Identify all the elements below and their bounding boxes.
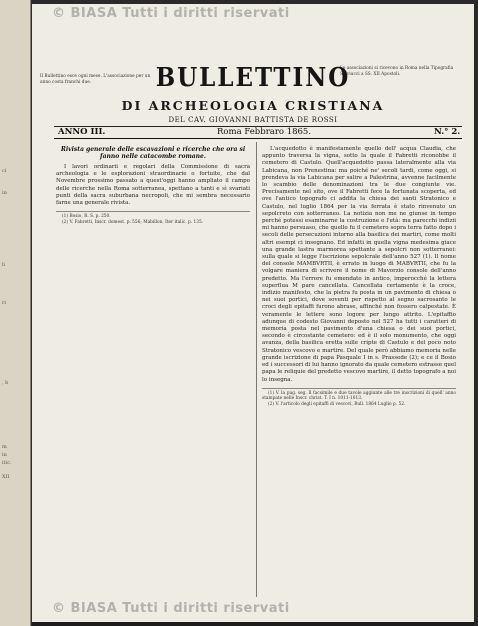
issue-number: N.° 2. [434, 127, 461, 137]
editor-line: DEL CAV. GIOVANNI BATTISTA DE ROSSI [168, 116, 338, 124]
footnotes-right [262, 388, 456, 408]
office-note: Le associazioni si ricevono in Roma nella Tipografia Salviucci a SS. XII Apostoli. [340, 66, 454, 77]
strip-fragment: ri [2, 300, 6, 306]
watermark-bottom: © BIASA Tutti i diritti riservati [52, 601, 290, 616]
issue-date: Roma Febbraro 1865. [217, 127, 312, 137]
footnote: (1) Bosio, R. S. p. 250. [62, 214, 111, 220]
issue-year: ANNO III. [58, 127, 106, 137]
subscription-note: Il Bullettino esce ogni mese. L'associazione per un anno costa franchi due. [40, 74, 151, 85]
paragraph: L'acquedotto è manifestamente quello dell' acqua Claudia, che appunto traversa la vigna, sotto la quale il Fabretti riconobbe il cemetero di Castulo. Quell'acquedotto passa lateralmente alla via Labicana, non Prenestina: ma poiché ne' secoli tardi, come oggi, si prendeva la via Labicana per salire a Palestrina, avvenne facilmente lo scambio delle denominazioni tra le due congiunte vie. Precisamente nel sito, ove il Fabretti fece la fortunata scoperta, ed ove l'antico topografo ci addita la chiesa dei santi Stratonico e Castulo, nel luglio 1864 per la via ferrata è stato rinvenuto un sepolcreto con sotterraneo. La notizia non me ne giunse in tempo perché potessi esaminarne la costruzione e l'età: ma parecchi indizii mi hanno persuaso, che quello fu il cemetero sopra terra fatto dopo i secoli delle persecuzioni intorno alla basilica dei martiri, come molti altri esempi ci insegnano. Ed infatti in quella vigna medesima giace una grande lastra marmorea spettante a sepolcri non sotterranei: sulla quale si legge l'iscrizione sepolcrale dell'anno 527 (1). Il nome del console MAMBVRTII, è errato in luogo di MABVRTII, che fu la volgare maniera di scrivere il nome di Mavorzio console dell'anno predetto. Ma l'errore fu emendato in antico, imperocché la lettera superflua M pare cancellata. Cancellata certamente è la croce, indizio manifesto, che la pietra fu posta in un pavimento di chiesa o nei suoi portici, dove soventi per rispetto al segno sacrosanto le croci degli epitaffi furono abrase, affinché non fossero calpestate. È veramente le lettere sono logore per lungo attrito. L'epitaffio adunque di codesto Giovanni deposto nel 527 ha tutti i caratteri di memoria posta nel pavimento d'una chiesa o dei suoi portici, secondo è circostante cemetero: ed è il solo monumento, che oggi avanza, della basilica eretta sulle cripte di Castulo e del poco noto Stratonico vescovo e martire. Del quale però abbiamo memoria nelle grande iscrizione di papa Pasquale I in s. Prassede (2); e ce il Bosio ed i successori di lui hanno ignorato da quale cemetero estrasse quel papa le reliquie del predetto vescovo martire, il detto topografo a noi lo insegna. [262, 146, 456, 383]
watermark-top: © BIASA Tutti i diritti riservati [52, 6, 290, 21]
text-column-right [262, 146, 456, 407]
page-edge-shadow [32, 622, 474, 626]
strip-fragment: itic. [2, 460, 12, 466]
header-rule-bottom [54, 138, 462, 139]
footnote: (2) V. Fabretti, Inscr. domest. p. 556; Mabillon, Iter italic. p. 135. [62, 219, 204, 225]
strip-fragment: in [2, 190, 7, 196]
strip-fragment: li [2, 262, 6, 268]
strip-fragment: in [2, 452, 7, 458]
footnote: (2) V. l'articolo degli epitaffi di vescovi, Bull. 1864 Luglio p. 52. [268, 401, 406, 407]
strip-fragment: , b [2, 380, 9, 386]
strip-fragment: XII [2, 474, 10, 480]
paragraph: I lavori ordinarii e regolari della Commissione di sacra archeologia e le esplorazioni straordinarie o fortuite, che dal Novembre prossimo passato a quest'oggi hanno ampliato il campo delle ricerche nella Roma sotterranea, spettano a tanti e sì svariati punti della sacra suburbana necropoli, che mi sembra necessario farne una generale rivista. [56, 164, 250, 207]
article-title: Rivista generale delle escavazioni e ricerche che ora si fanno nelle catacombe romane. [60, 146, 246, 160]
adjacent-page-strip [0, 0, 31, 626]
column-divider [256, 142, 257, 597]
strip-fragment: ci [2, 168, 7, 174]
journal-title: BULLETTINO [155, 61, 351, 94]
footnotes-left [56, 211, 250, 225]
document-page [32, 4, 474, 622]
strip-fragment: m [2, 444, 7, 450]
footnote: (1) V. la pag. seg. Il facsimile e due tavole aggiunte alle tre inscrizioni di quell' anno stampate nelle Inscr. christ. T. I n. 1011-1013. [262, 390, 456, 402]
journal-subtitle: DI ARCHEOLOGIA CRISTIANA [121, 98, 385, 113]
text-column-left [56, 146, 250, 225]
